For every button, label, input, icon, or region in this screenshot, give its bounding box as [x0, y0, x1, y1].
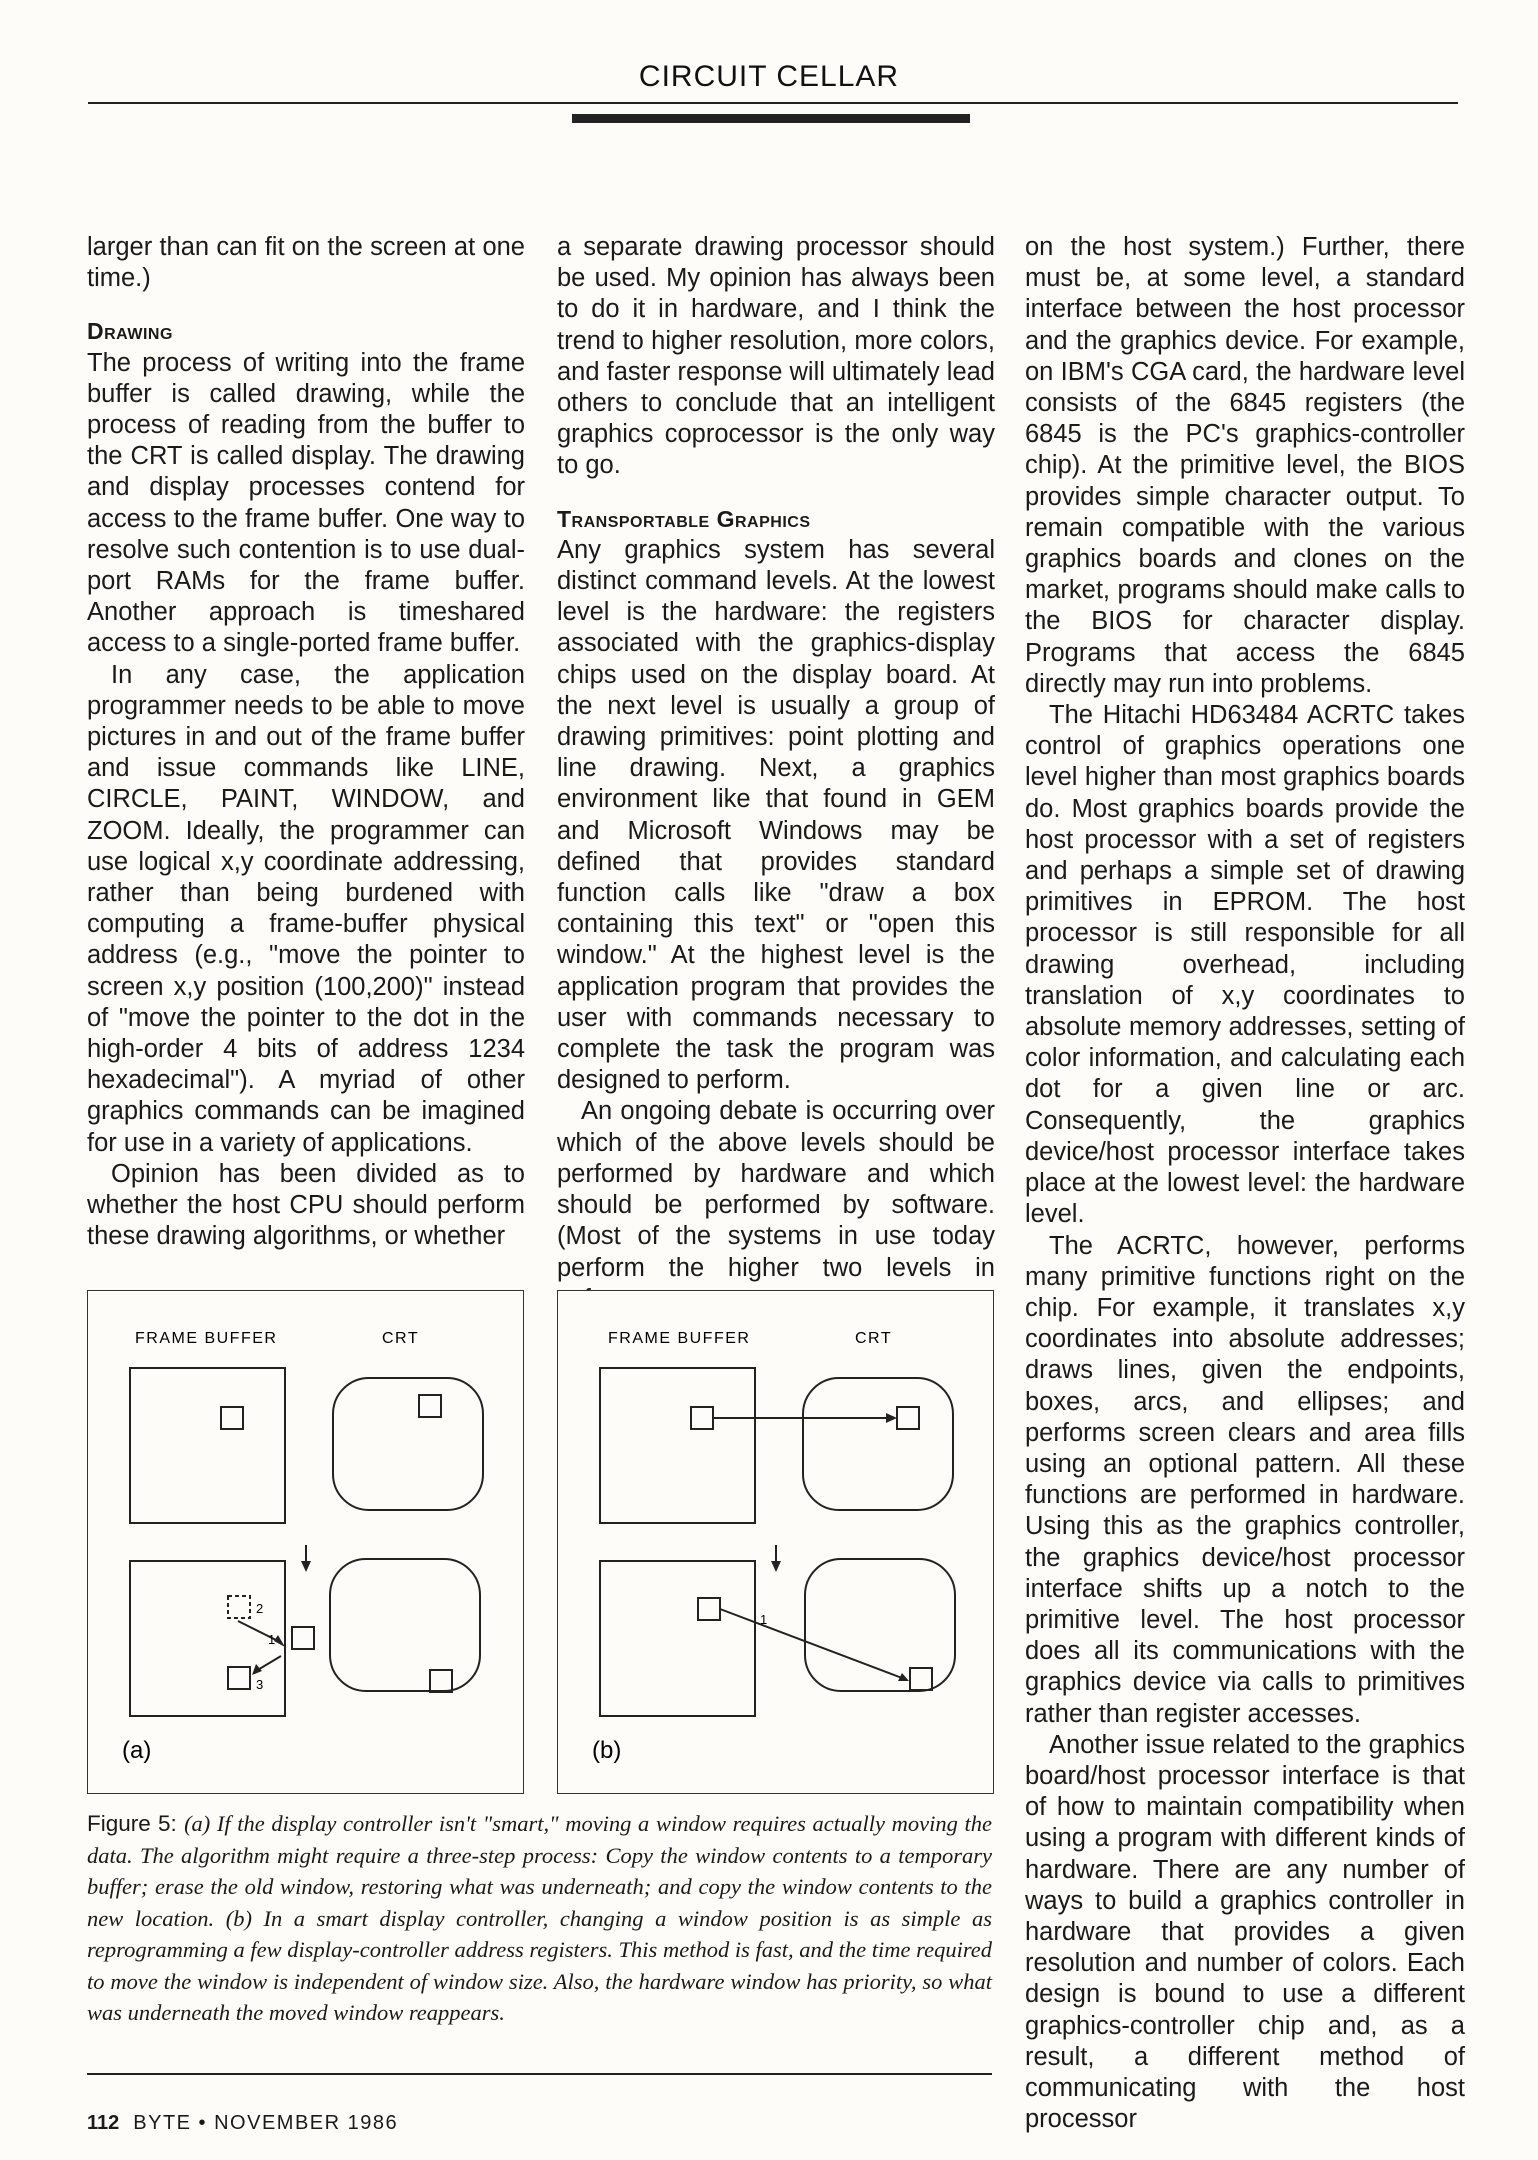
frame-buffer-bottom [130, 1561, 285, 1716]
crt-screen-top [803, 1378, 953, 1510]
paragraph: Another issue related to the graphics board/host processor interface is that of how to maintain compatibility when using a program with different kinds of hardware. There are any number of ways to build a graphics controller in hardware that provides a given resolution and number of colors. Each design is bound to use a different graphics-controller chip and, as a result, a different method of communicating with the host processor [1025, 1730, 1465, 2134]
running-header: CIRCUIT CELLAR [638, 60, 900, 93]
column-3 [1025, 232, 1465, 2135]
paragraph: The process of writing into the frame buffer is called drawing, while the process of reading from the buffer to the CRT is called display. The drawing and display processes contend for access to the frame buffer. One way to resolve such contention is to use dual-port RAMs for the frame buffer. Another approach is timeshared access to a single-ported frame buffer. [87, 348, 525, 658]
crt-screen-bottom [330, 1559, 480, 1691]
frame-buffer-top [600, 1368, 755, 1523]
paragraph: larger than can fit on the screen at one time.) [87, 233, 525, 293]
temp-buffer-square [292, 1627, 314, 1649]
caption-rule [87, 2073, 992, 2075]
figure-tag: (b) [592, 1737, 622, 1764]
column-1 [87, 232, 525, 1253]
step-label: 1 [268, 1632, 276, 1647]
footer-text: BYTE • NOVEMBER 1986 [133, 2112, 399, 2134]
window-square [910, 1668, 932, 1690]
section-heading-transportable-graphics: Transportable Graphics [557, 505, 811, 532]
paragraph: An ongoing debate is occurring over which of the above levels should be performed by hardware and which should be performed by software. (Most of the systems in use today perform the higher two levels in [557, 1097, 995, 1282]
paragraph: a separate drawing processor should be used. My opinion has always been to do it in hardware, and I think the trend to higher resolution, more colors, and faster response will ultimately lead others to conclude that an intelligent graphics coprocessor is the only way to go. [557, 233, 995, 480]
paragraph: Any graphics system has several distinct command levels. At the lowest level is the hardware: the registers associated with the graphics-display chips used on the display board. At the next level is usually a group of drawing primitives: point plotting and line drawing. Next, a graphics environment like that found in GEM and Microsoft Windows may be defined that provides standard function calls like "draw a box containing this text" or "open this window." At the highest level is the application program that provides the user with commands necessary to complete the task the program was designed to perform. [557, 535, 995, 1095]
paragraph: The ACRTC, however, performs many primitive functions right on the chip. For example, it translates x,y coordinates into absolute addresses; draws lines, given the endpoints, boxes, arcs, and ellipses; and performs screen clears and area fills using an optional pattern. All these functions are performed in hardware. Using this as the graphics controller, the graphics device/host processor interface shifts up a notch to the primitive level. The host processor does all its communications with the graphics device via calls to primitives rather than register accesses. [1025, 1231, 1465, 1728]
step-label: 3 [256, 1677, 264, 1692]
paragraph: on the host system.) Further, there must be, at some level, a standard interface between the host processor and the graphics device. For example, on IBM's CGA card, the hardware level consists of the 6845 registers (the 6845 is the PC's graphics-controller chip). At the primitive level, the BIOS provides simple character output. To remain compatible with the various graphics boards and clones on the market, programs should make calls to the BIOS for character display. Programs that access the 6845 directly may run into problems. [1025, 233, 1465, 698]
label-crt: CRT [855, 1330, 893, 1347]
figure-5a [87, 1290, 524, 1794]
label-frame-buffer: FRAME BUFFER [135, 1330, 278, 1347]
window-square [430, 1670, 452, 1692]
frame-buffer-bottom [600, 1561, 755, 1716]
window-square [698, 1598, 720, 1620]
paragraph: In any case, the application programmer needs to be able to move pictures in and out of the frame buffer and issue commands like LINE, CIRCLE, PAINT, WINDOW, and ZOOM. Ideally, the programmer can use logical x,y coordinate addressing, rather than being burdened with computing a frame-buffer physical address (e.g., "move the pointer to screen x,y position (100,200)" instead of "move the pointer to the dot in the high-order 4 bits of address 1234 hexadecimal"). A myriad of other graphics commands can be imagined for use in a variety of applications. [87, 660, 525, 1157]
window-square [897, 1407, 919, 1429]
header-rule [88, 102, 1458, 104]
crt-screen-top [333, 1378, 483, 1510]
section-heading-drawing: Drawing [87, 318, 173, 345]
caption-lead: Figure 5: [87, 1811, 185, 1836]
frame-buffer-top [130, 1368, 285, 1523]
erased-window-square [228, 1596, 250, 1618]
label-crt: CRT [382, 1330, 420, 1347]
page-number: 112 [87, 2112, 120, 2134]
figure-tag: (a) [122, 1737, 152, 1764]
paragraph: Opinion has been divided as to whether the host CPU should perform these drawing algorithms, or whether [87, 1159, 525, 1251]
window-square [691, 1407, 713, 1429]
window-square [221, 1407, 243, 1429]
step-label: 2 [256, 1601, 264, 1616]
window-square [228, 1667, 250, 1689]
step-label: 1 [760, 1612, 768, 1627]
page-footer [87, 2112, 398, 2135]
label-frame-buffer: FRAME BUFFER [608, 1330, 751, 1347]
figure-caption [87, 1808, 992, 2029]
figure-5a-diagram [88, 1291, 523, 1793]
caption-text: (a) If the display controller isn't "smart," moving a window requires actually moving the data. The algorithm might require a three-step process: Copy the window contents to a temporary buffer; erase the old window, restoring what was underneath; and copy the window contents to the new location. (b) In a smart display controller, changing a window position is as simple as reprogramming a few display-controller address registers. This method is fast, and the time required to move the window is independent of window size. Also, the hardware window has priority, so what was underneath the moved window reappears. [87, 1811, 993, 2025]
figure-5b-diagram [558, 1291, 993, 1793]
column-2 [557, 232, 995, 1315]
paragraph: The Hitachi HD63484 ACRTC takes control of graphics operations one level higher than most graphics boards do. Most graphics boards provide the host processor with a set of registers and perhaps a simple set of drawing primitives in EPROM. The host processor is still responsible for all drawing overhead, including translation of x,y coordinates to absolute memory addresses, setting of color information, and calculating each dot for a given line or arc. Consequently, the graphics device/host processor interface takes place at the lowest level: the hardware level. [1025, 701, 1465, 1229]
figure-5b [557, 1290, 994, 1794]
window-square [419, 1395, 441, 1417]
header-bar [572, 114, 970, 123]
